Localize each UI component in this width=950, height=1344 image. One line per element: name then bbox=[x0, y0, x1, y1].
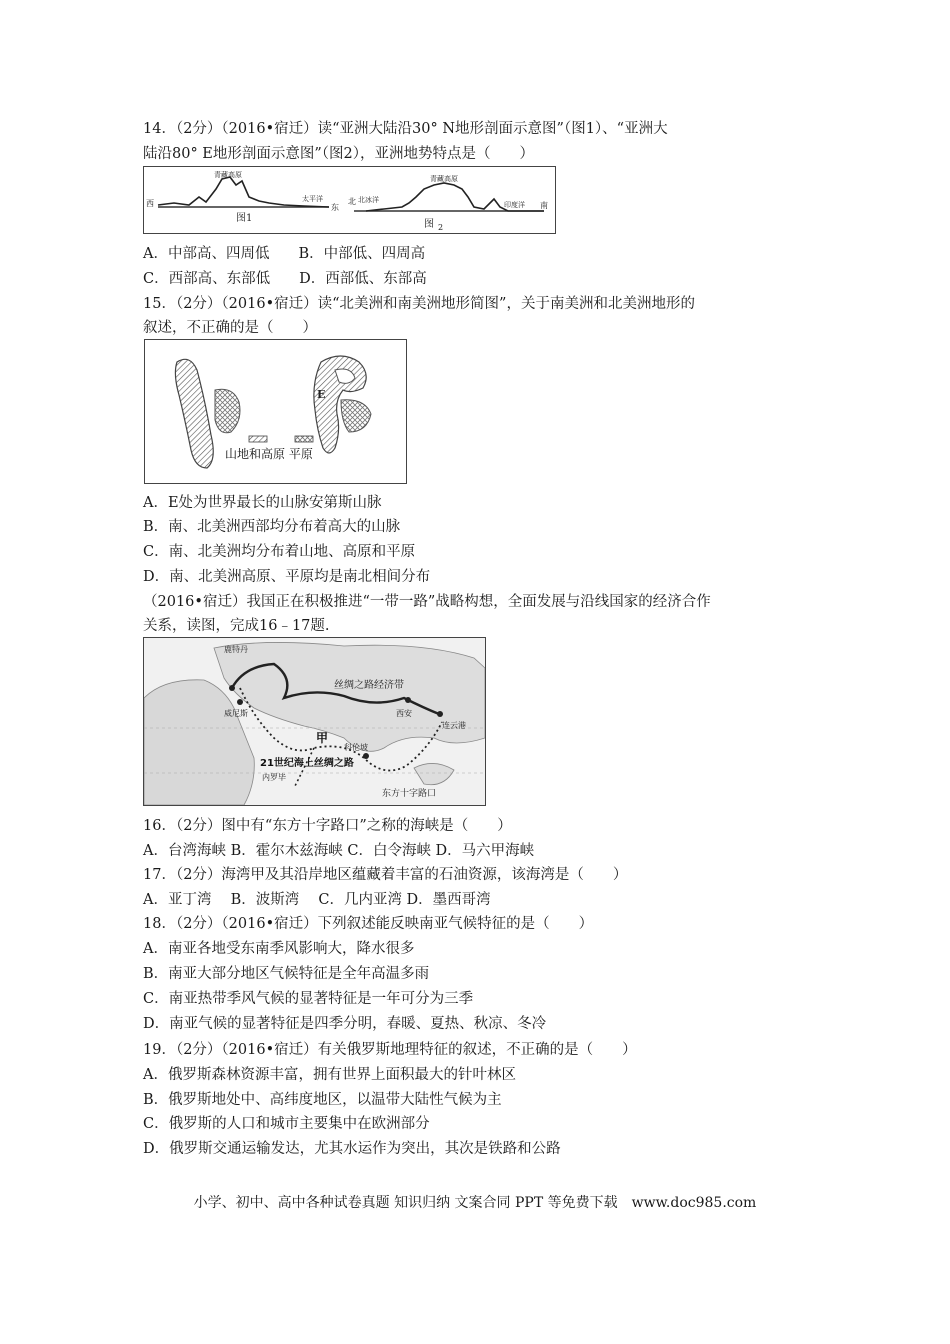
q19-stem: 19．（2分）（2016•宿迁）有关俄罗斯地理特征的叙述，不正确的是（ ） bbox=[143, 1042, 637, 1058]
fig1-caption: 图1 bbox=[236, 213, 253, 224]
q19-option-b: B．俄罗斯地处中、高纬度地区，以温带大陆性气候为主 bbox=[143, 1092, 502, 1108]
fig2-arctic-label: 北冰洋 bbox=[358, 196, 379, 204]
q15-option-d: D．南、北美洲高原、平原均是南北相间分布 bbox=[143, 569, 431, 585]
fig1-peak-label: 青藏高原 bbox=[214, 171, 242, 179]
q15-option-c: C．南、北美洲均分布着山地、高原和平原 bbox=[143, 544, 416, 560]
rotterdam-label: 鹿特丹 bbox=[224, 645, 248, 654]
label-e: E bbox=[317, 388, 326, 401]
fig2-south-label: 南 bbox=[540, 201, 548, 210]
intro16-line2: 关系，读图，完成16﹣17题. bbox=[143, 618, 330, 634]
venice-dot bbox=[237, 699, 243, 705]
q18-stem: 18．（2分）（2016•宿迁）下列叙述能反映南亚气候特征的是（ ） bbox=[143, 916, 594, 932]
left-plain-shape bbox=[215, 389, 240, 433]
xian-dot bbox=[405, 697, 411, 703]
q16-options: A．台湾海峡 B．霍尔木兹海峡 C．白令海峡 D．马六甲海峡 bbox=[143, 843, 535, 859]
q18-option-a: A．南亚各地受东南季风影响大，降水很多 bbox=[143, 941, 415, 957]
q16-stem: 16．（2分）图中有“东方十字路口”之称的海峡是（ ） bbox=[143, 818, 512, 834]
q18-option-b: B．南亚大部分地区气候特征是全年高温多雨 bbox=[143, 966, 430, 982]
americas-terrain-map bbox=[145, 340, 406, 483]
q15-stem-line1: 15．（2分）（2016•宿迁）读“北美洲和南美洲地形简图”，关于南美洲和北美洲地形的 bbox=[143, 296, 695, 312]
footer-text: 小学、初中、高中各种试卷真题 知识归纳 文案合同 PPT 等免费下载 www.doc985.com bbox=[193, 1195, 757, 1211]
q15-option-a: A．E处为世界最长的山脉安第斯山脉 bbox=[143, 495, 382, 511]
fig1-east-label: 东 bbox=[331, 203, 339, 212]
q19-option-c: C．俄罗斯的人口和城市主要集中在欧洲部分 bbox=[143, 1116, 430, 1132]
q15-americas-figure bbox=[144, 339, 407, 484]
xian-label: 西安 bbox=[396, 709, 412, 718]
fig2-peak-label: 青藏高原 bbox=[430, 175, 458, 183]
fig2-caption-num: 2 bbox=[438, 223, 444, 232]
rotterdam-dot bbox=[229, 685, 235, 691]
q14-profile-figure bbox=[143, 166, 556, 234]
silk-road-belt-label: 丝绸之路经济带 bbox=[334, 680, 404, 691]
q14-stem-line2: 陆沿80° E地形剖面示意图”（图2），亚洲地势特点是（ ） bbox=[143, 146, 535, 162]
left-mountain-shape bbox=[175, 359, 213, 468]
lianyungang-label: 连云港 bbox=[442, 721, 466, 730]
profile-diagram bbox=[144, 167, 555, 233]
q19-option-d: D．俄罗斯交通运输发达，尤其水运作为突出，其次是铁路和公路 bbox=[143, 1141, 561, 1157]
q17-stem: 17．（2分）海湾甲及其沿岸地区蕴藏着丰富的石油资源，该海湾是（ ） bbox=[143, 867, 628, 883]
belt-road-map bbox=[144, 638, 485, 805]
q18-option-d: D．南亚气候的显著特征是四季分明，春暖、夏热、秋凉、冬冷 bbox=[143, 1016, 547, 1032]
eastern-crossroads-label: 东方十字路口 bbox=[382, 789, 437, 799]
jia-label: 甲 bbox=[316, 731, 329, 745]
fig2-caption: 图 bbox=[424, 219, 434, 230]
fig1-west-label: 西 bbox=[146, 199, 154, 208]
fig1-ocean-label: 太平洋 bbox=[302, 195, 323, 203]
fig2-indian-label: 印度洋 bbox=[504, 201, 525, 209]
q18-option-c: C．南亚热带季风气候的显著特征是一年可分为三季 bbox=[143, 991, 474, 1007]
colombo-dot bbox=[363, 753, 369, 759]
q15-stem-line2: 叙述，不正确的是（ ） bbox=[143, 320, 317, 336]
legend-mountain-swatch bbox=[249, 436, 267, 442]
venice-label: 威尼斯 bbox=[224, 709, 248, 718]
intro16-line1: （2016•宿迁）我国正在积极推进“一带一路”战略构想，全面发展与沿线国家的经济合作 bbox=[143, 594, 711, 610]
q14-options-line1: A．中部高、四周低 B．中部低、四周高 bbox=[143, 246, 426, 262]
maritime-silk-road-label: 21世纪海上丝绸之路 bbox=[260, 758, 354, 769]
legend-text: 山地和高原 平原 bbox=[225, 447, 313, 461]
q19-option-a: A．俄罗斯森林资源丰富，拥有世界上面积最大的针叶林区 bbox=[143, 1067, 516, 1083]
colombo-label: 科伦坡 bbox=[344, 743, 368, 752]
q14-options-line2: C．西部高、东部低 D．西部低、东部高 bbox=[143, 271, 427, 287]
belt-road-map-figure bbox=[143, 637, 486, 806]
q14-stem-line1: 14．（2分）（2016•宿迁）读“亚洲大陆沿30° N地形剖面示意图”（图1）、“亚洲大 bbox=[143, 121, 668, 137]
fig2-north-label: 北 bbox=[348, 197, 356, 206]
nairobi-label: 内罗毕 bbox=[262, 773, 286, 782]
q15-option-b: B．南、北美洲西部均分布着高大的山脉 bbox=[143, 519, 401, 535]
legend-plain-swatch bbox=[295, 436, 313, 442]
lianyungang-dot bbox=[437, 711, 443, 717]
right-plain-shape bbox=[341, 400, 371, 432]
q17-options: A．亚丁湾 B．波斯湾 C．几内亚湾 D．墨西哥湾 bbox=[143, 892, 491, 908]
